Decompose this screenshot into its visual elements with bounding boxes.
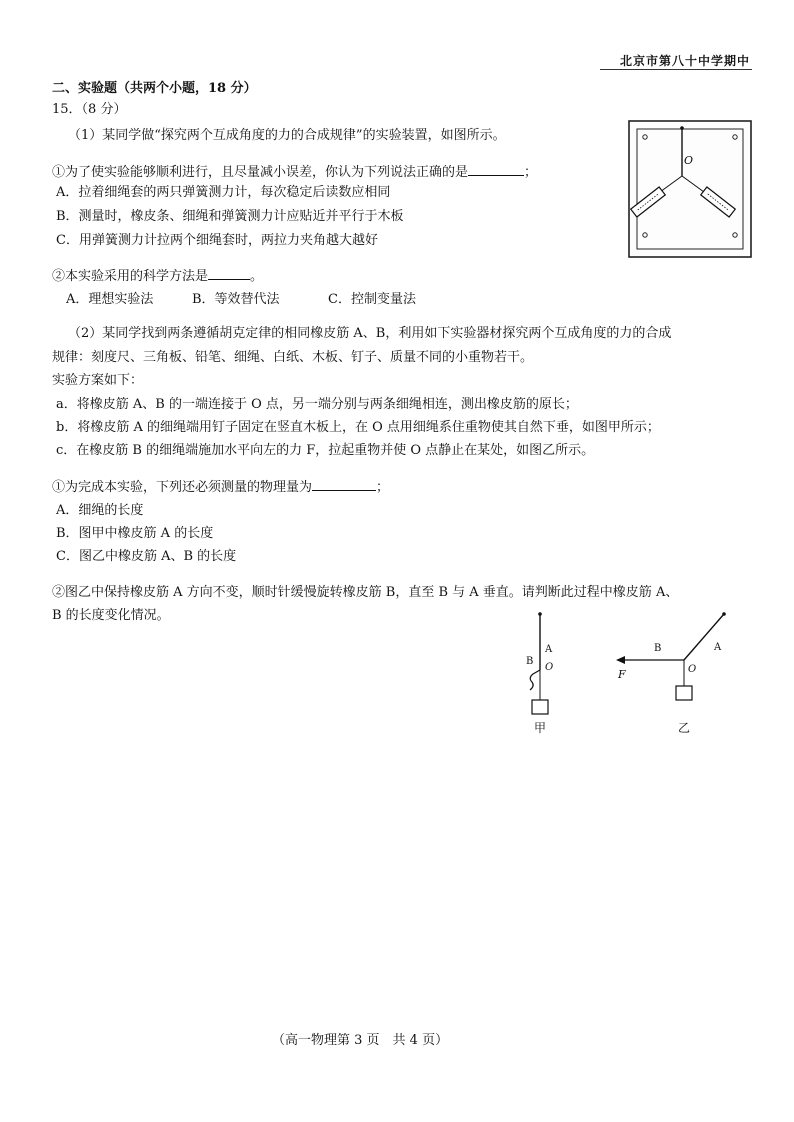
part1-intro: （1）某同学做“探究两个互成角度的力的合成规律”的实验装置，如图所示。	[68, 128, 506, 143]
part1-q2-option-b: B．等效替代法	[192, 292, 280, 307]
part1-q1-stem-end: ；	[524, 165, 538, 180]
part1-q1-stem	[52, 163, 537, 182]
question-number: 15．（8 分）	[52, 102, 127, 117]
label-f: F	[618, 668, 626, 681]
fixed-point	[680, 126, 684, 130]
part2-q1-option-a: A．细绳的长度	[56, 503, 144, 518]
part1-q1-option-c: C．用弹簧测力计拉两个细绳套时，两拉力夹角越大越好	[56, 233, 378, 248]
nail-point	[722, 612, 726, 616]
figure-yi	[612, 608, 742, 738]
step-b: b．将橡皮筋 A 的细绳端用钉子固定在竖直木板上，在 O 点用细绳系住重物使其自然下垂，如图甲所示；	[56, 420, 660, 435]
weight-block	[532, 700, 548, 714]
band-b	[530, 670, 540, 690]
part2-q1-option-c: C．图乙中橡皮筋 A、B 的长度	[56, 549, 237, 564]
section-title: 二、实验题（共两个小题，18 分）	[52, 81, 257, 96]
label-a: A	[545, 644, 553, 655]
weight-block	[676, 686, 692, 700]
band-a	[684, 614, 724, 660]
board-outer	[629, 121, 751, 257]
page-footer: （高一物理第 3 页 共 4 页）	[272, 1033, 449, 1048]
caption-jia: 甲	[534, 721, 547, 735]
part2-intro-line1: （2）某同学找到两条遵循胡克定律的相同橡皮筋 A、B，利用如下实验器材探究两个互成角度的力的合成	[68, 326, 672, 341]
part1-q2-option-c: C．控制变量法	[328, 292, 416, 307]
part1-q2-stem-end: 。	[250, 269, 264, 284]
part1-q2-stem-text: ②本实验采用的科学方法是	[52, 269, 209, 284]
part1-q1-option-a: A．拉着细绳套的两只弹簧测力计，每次稳定后读数应相同	[56, 185, 391, 200]
part1-q2-stem	[52, 267, 263, 286]
step-c: c．在橡皮筋 B 的细绳端施加水平向左的力 F，拉起重物并使 O 点静止在某处，如图乙所示。	[56, 443, 595, 458]
label-o: O	[684, 154, 694, 167]
arrow-left-icon	[616, 656, 625, 664]
caption-yi: 乙	[678, 721, 691, 735]
part2-q1-stem-end: ；	[376, 480, 390, 495]
label-o: O	[545, 662, 554, 673]
part2-q1-stem-text: ①为完成本实验，下列还必须测量的物理量为	[52, 480, 313, 495]
answer-blank[interactable]	[208, 267, 250, 280]
part2-q1-stem	[52, 478, 389, 497]
part2-q1-option-b: B．图甲中橡皮筋 A 的长度	[56, 526, 214, 541]
plan-title: 实验方案如下：	[52, 373, 144, 388]
step-a: a．将橡皮筋 A、B 的一端连接于 O 点，另一端分别与两条细绳相连，测出橡皮筋的原长；	[56, 397, 578, 412]
part2-q2-line1: ②图乙中保持橡皮筋 A 方向不变，顺时针缓慢旋转橡皮筋 B，直至 B 与 A 垂直。请判断此过程中橡皮筋 A、	[52, 585, 679, 600]
figure-jia	[508, 608, 578, 734]
label-o: O	[688, 664, 697, 675]
label-b: B	[526, 656, 534, 667]
apparatus-figure	[628, 120, 752, 258]
header-rule	[600, 69, 752, 70]
label-b: B	[654, 643, 662, 654]
answer-blank[interactable]	[468, 163, 524, 176]
part1-q1-option-b: B．测量时，橡皮条、细绳和弹簧测力计应贴近并平行于木板	[56, 209, 404, 224]
answer-blank[interactable]	[312, 478, 376, 491]
part1-q2-option-a: A．理想实验法	[66, 292, 154, 307]
part2-q2-line2: B 的长度变化情况。	[52, 608, 170, 623]
part1-q1-stem-text: ①为了使实验能够顺利进行，且尽量减小误差，你认为下列说法正确的是	[52, 165, 469, 180]
nail-point	[538, 612, 542, 616]
part2-intro-line2: 规律：刻度尺、三角板、铅笔、细绳、白纸、木板、钉子、质量不同的小重物若干。	[52, 350, 534, 365]
label-a: A	[714, 642, 722, 653]
school-header: 北京市第八十中学期中	[619, 54, 750, 68]
